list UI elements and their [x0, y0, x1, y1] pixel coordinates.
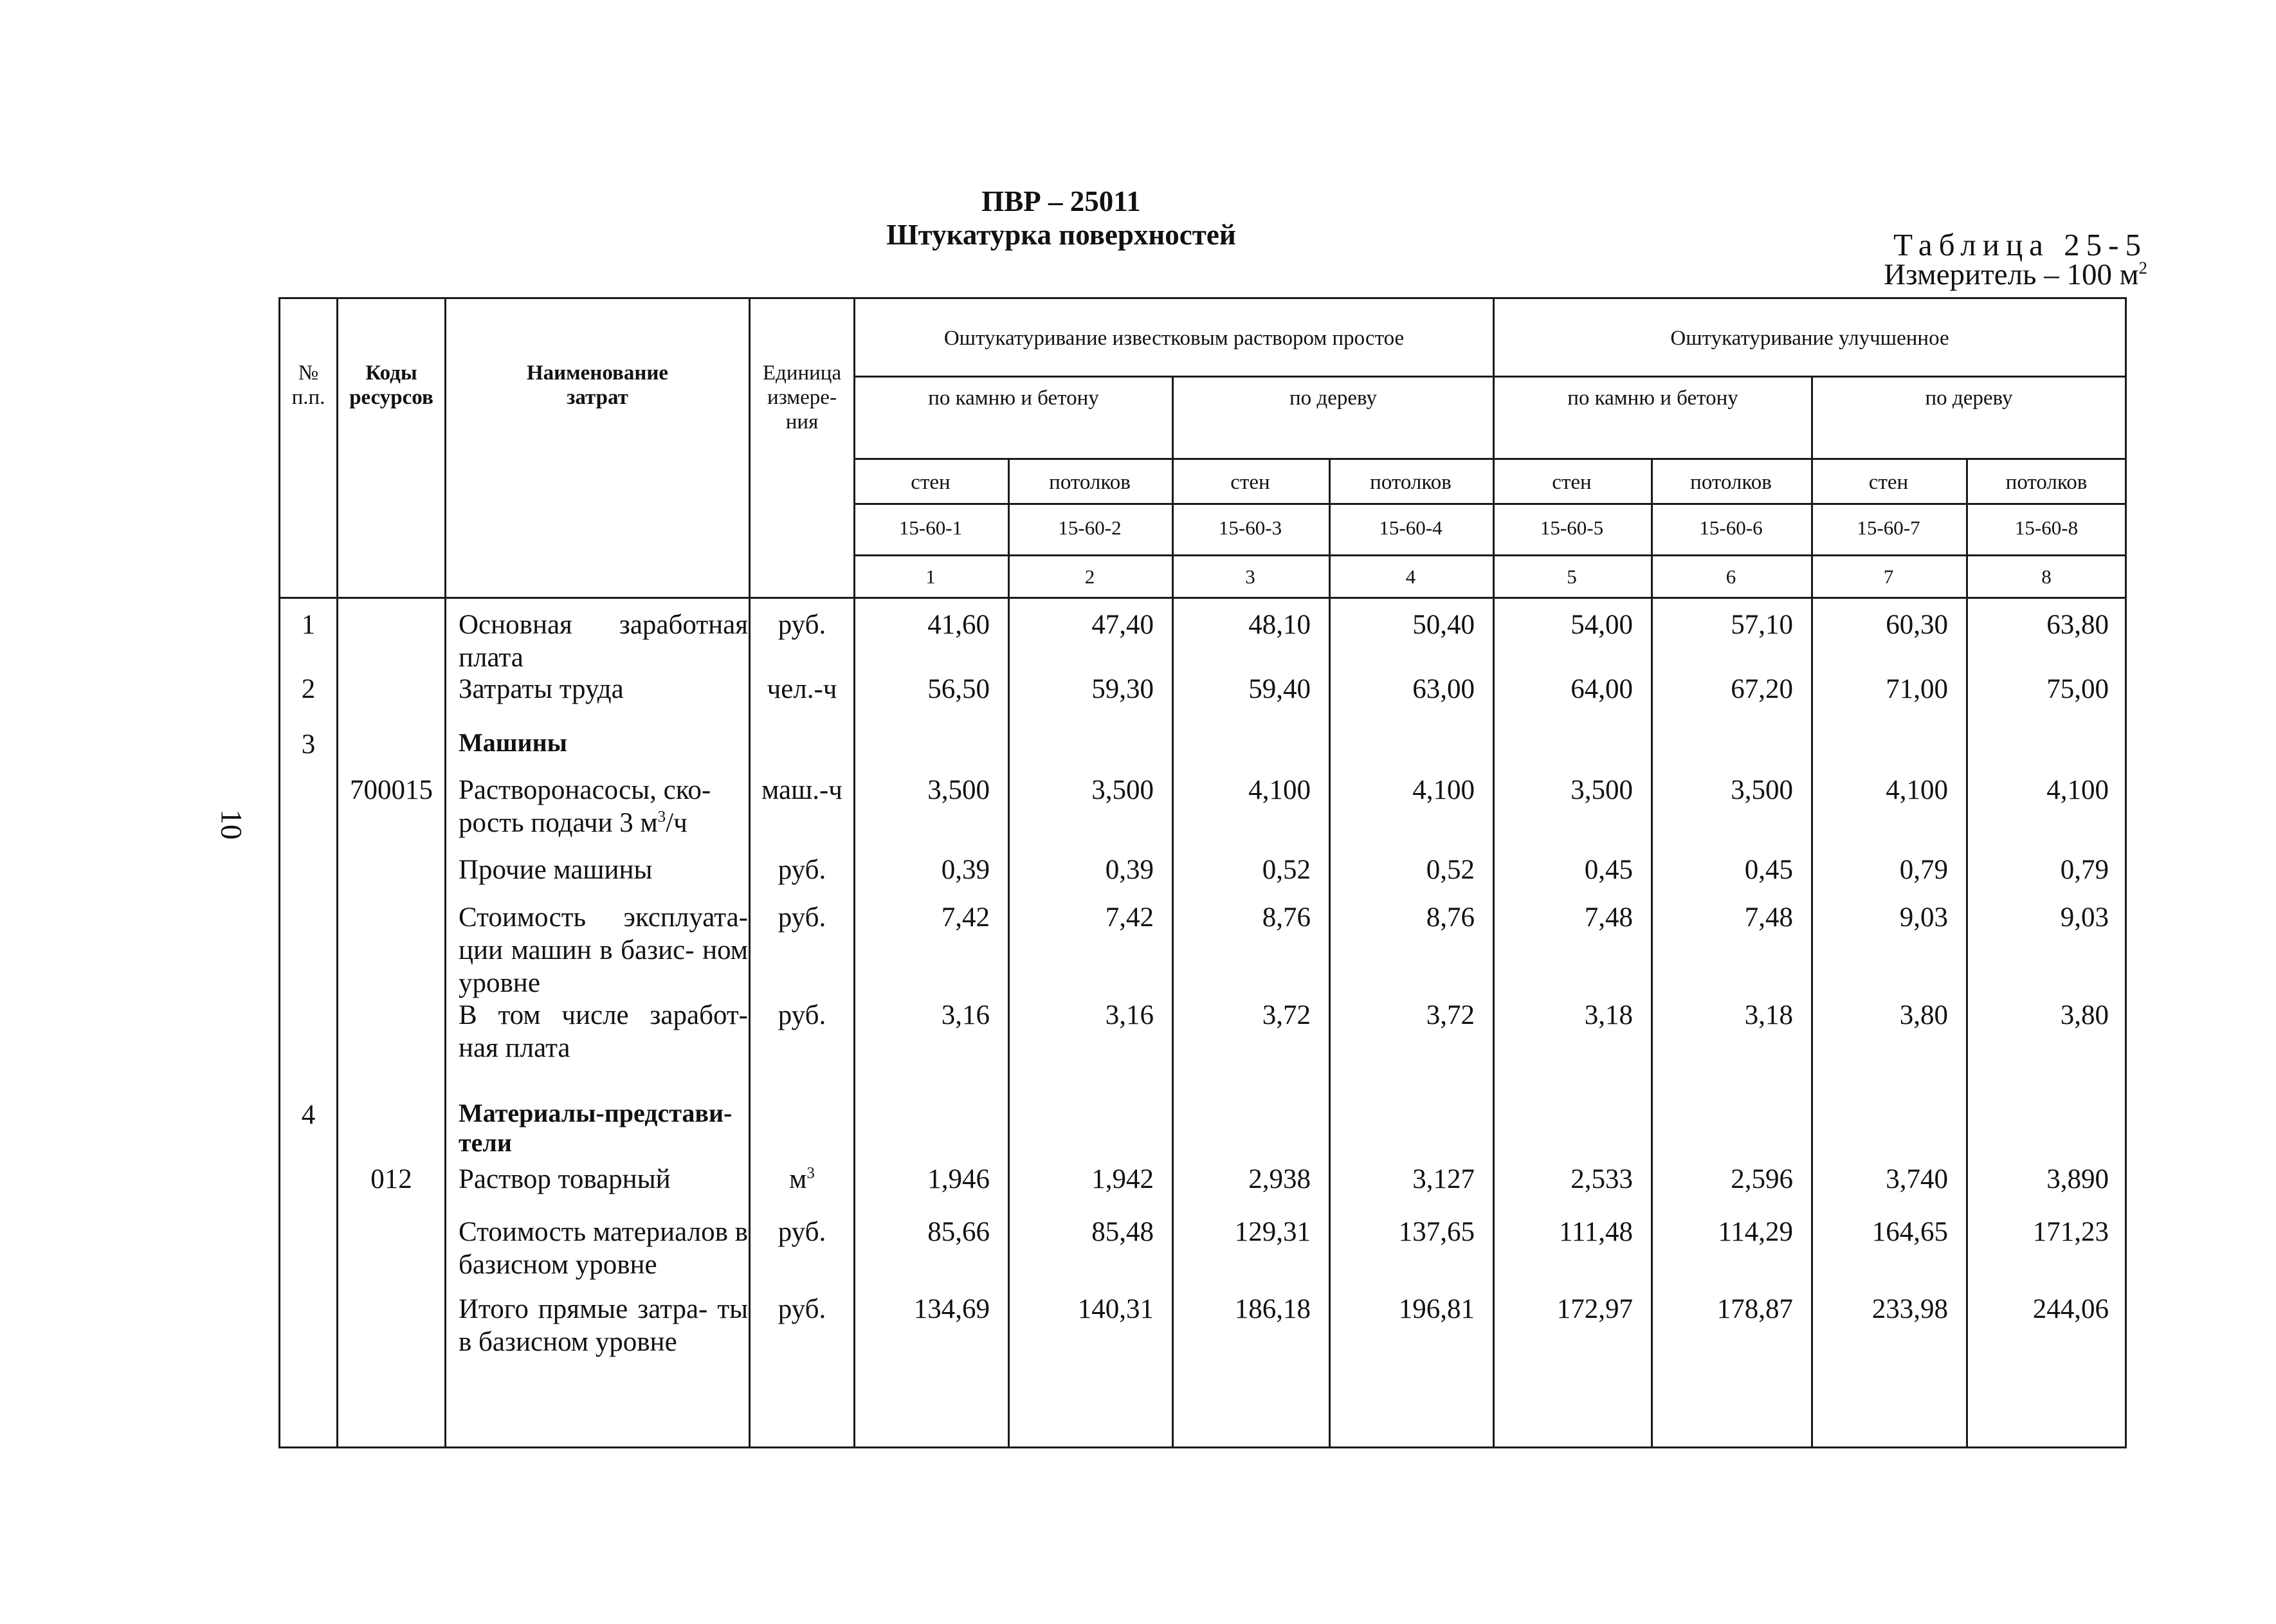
row-number: 4 — [301, 1100, 316, 1130]
col-divider-kind4 — [1966, 458, 1968, 1448]
unit-cell: чел.-ч — [767, 674, 837, 704]
header-num — [278, 361, 338, 410]
header-name-line2: затрат — [567, 386, 628, 409]
col-divider-kind1 — [1008, 458, 1010, 1448]
value-cell: 3,16 — [941, 1000, 990, 1030]
header-codes-line1: Коды — [365, 361, 417, 385]
header-kind-cell: стен — [1552, 471, 1592, 494]
header-index-cell: 5 — [1567, 565, 1577, 588]
value-cell: 67,20 — [1731, 674, 1793, 704]
unit-label — [1884, 257, 2147, 292]
value-cell: 186,18 — [1234, 1294, 1311, 1324]
unit-sup: 3 — [806, 1164, 815, 1182]
header-name-line1: Наименование — [527, 361, 668, 385]
unit-cell: руб. — [778, 1294, 826, 1324]
cost-name: Стоимость материалов в базисном уровне — [459, 1217, 748, 1280]
header-index-cell: 4 — [1405, 565, 1416, 588]
row-number: 1 — [301, 610, 316, 640]
header-unit-line1: Единица — [762, 361, 842, 385]
codes-divider-line — [853, 554, 2127, 556]
header-code-cell: 15-60-5 — [1540, 516, 1604, 539]
cost-name-line1: Растворонасосы, ско- — [459, 775, 711, 805]
value-cell: 3,72 — [1262, 1000, 1311, 1030]
row-number: 2 — [301, 674, 316, 704]
value-cell: 63,80 — [2046, 610, 2109, 640]
value-cell: 7,42 — [941, 902, 990, 933]
value-cell: 3,127 — [1412, 1164, 1475, 1194]
value-cell: 50,40 — [1412, 610, 1475, 640]
value-cell: 48,10 — [1248, 610, 1311, 640]
value-cell: 57,10 — [1731, 610, 1793, 640]
value-cell: 244,06 — [2032, 1294, 2109, 1324]
cost-name: Основная заработная плата — [459, 610, 748, 673]
value-cell: 60,30 — [1886, 610, 1948, 640]
value-cell: 3,740 — [1886, 1164, 1948, 1194]
header-group1: Оштукатуривание известковым раствором простое — [943, 327, 1405, 350]
cost-name-line2 — [459, 807, 748, 839]
value-cell: 2,596 — [1731, 1164, 1793, 1194]
value-cell: 2,533 — [1570, 1164, 1633, 1194]
value-cell: 0,52 — [1262, 855, 1311, 885]
value-cell: 9,03 — [1899, 902, 1948, 933]
document-title: Штукатурка поверхностей — [886, 219, 1236, 251]
cost-name-text: рость подачи 3 м — [459, 808, 658, 838]
value-cell: 3,18 — [1584, 1000, 1633, 1030]
value-cell: 4,100 — [1886, 775, 1948, 805]
value-cell: 59,30 — [1091, 674, 1154, 704]
header-index-cell: 3 — [1245, 565, 1255, 588]
header-kind-cell: стен — [911, 471, 951, 494]
value-cell: 172,97 — [1556, 1294, 1633, 1324]
value-cell: 0,39 — [1105, 855, 1154, 885]
header-code-cell: 15-60-8 — [2014, 516, 2079, 539]
unit-cell: руб. — [778, 855, 826, 885]
header-stone-2: по камню и бетону — [1567, 387, 1738, 410]
cost-name: Затраты труда — [459, 674, 624, 704]
value-cell: 56,50 — [927, 674, 990, 704]
value-cell: 233,98 — [1871, 1294, 1948, 1324]
header-index-cell: 8 — [2041, 565, 2052, 588]
header-kind-cell: потолков — [2005, 471, 2088, 494]
cost-name: Прочие машины — [459, 855, 653, 885]
value-cell: 71,00 — [1886, 674, 1948, 704]
header-code-cell: 15-60-3 — [1218, 516, 1282, 539]
header-group2: Оштукатуривание улучшенное — [1670, 327, 1949, 350]
header-kind-cell: потолков — [1370, 471, 1452, 494]
header-kind-cell: стен — [1868, 471, 1909, 494]
subgroup-divider-line — [853, 458, 2127, 460]
group-divider-line — [853, 376, 2127, 378]
unit-label-sup: 2 — [2138, 258, 2147, 278]
value-cell: 0,45 — [1744, 855, 1793, 885]
header-num-line1: № — [298, 361, 319, 385]
unit-label-text: Измеритель – 100 м — [1884, 258, 2139, 291]
cost-name-sup: 3 — [657, 808, 666, 826]
cost-name: Итого прямые затра- ты в базисном уровне — [459, 1294, 748, 1357]
value-cell: 8,76 — [1426, 902, 1475, 933]
value-cell: 3,500 — [1731, 775, 1793, 805]
value-cell: 3,80 — [2060, 1000, 2109, 1030]
unit-cell — [749, 1163, 855, 1196]
header-index-cell: 2 — [1084, 565, 1095, 588]
value-cell: 7,42 — [1105, 902, 1154, 933]
header-unit-line2: измере- — [767, 386, 837, 409]
cost-name-text: /ч — [666, 808, 687, 838]
value-cell: 0,79 — [1899, 855, 1948, 885]
value-cell: 0,79 — [2060, 855, 2109, 885]
table-left-border — [278, 297, 280, 1448]
value-cell: 75,00 — [2046, 674, 2109, 704]
value-cell: 114,29 — [1718, 1217, 1793, 1247]
value-cell: 8,76 — [1262, 902, 1311, 933]
value-cell: 140,31 — [1077, 1294, 1154, 1324]
value-cell: 0,39 — [941, 855, 990, 885]
cost-name: Машины — [459, 728, 567, 757]
value-cell: 0,52 — [1426, 855, 1475, 885]
value-cell: 3,16 — [1105, 1000, 1154, 1030]
value-cell: 3,890 — [2046, 1164, 2109, 1194]
unit-cell: руб. — [778, 902, 826, 933]
kinds-divider-line — [853, 503, 2127, 505]
cost-name: Стоимость эксплуата- ции машин в базис- ном уровне — [459, 902, 748, 998]
unit-cell: руб. — [778, 1000, 826, 1030]
value-cell: 137,65 — [1398, 1217, 1475, 1247]
header-code-cell: 15-60-2 — [1058, 516, 1122, 539]
value-cell: 64,00 — [1570, 674, 1633, 704]
unit-text: м — [789, 1164, 807, 1194]
value-cell: 7,48 — [1584, 902, 1633, 933]
value-cell: 7,48 — [1744, 902, 1793, 933]
value-cell: 3,72 — [1426, 1000, 1475, 1030]
value-cell: 134,69 — [913, 1294, 990, 1324]
value-cell: 111,48 — [1558, 1217, 1633, 1247]
header-kind-cell: стен — [1230, 471, 1270, 494]
header-codes — [336, 361, 446, 410]
value-cell: 9,03 — [2060, 902, 2109, 933]
table-top-border — [278, 297, 2127, 299]
unit-cell: руб. — [778, 1217, 826, 1247]
value-cell: 2,938 — [1248, 1164, 1311, 1194]
value-cell: 4,100 — [1248, 775, 1311, 805]
value-cell: 4,100 — [2046, 775, 2109, 805]
value-cell: 3,80 — [1899, 1000, 1948, 1030]
header-bottom-line — [278, 597, 2127, 599]
value-cell: 164,65 — [1871, 1217, 1948, 1247]
col-divider-num — [336, 297, 338, 1448]
header-index-cell: 7 — [1883, 565, 1894, 588]
resource-code: 012 — [370, 1164, 412, 1194]
col-divider-codes — [444, 297, 446, 1448]
unit-cell: маш.-ч — [761, 775, 842, 805]
value-cell: 54,00 — [1570, 610, 1633, 640]
value-cell: 0,45 — [1584, 855, 1633, 885]
value-cell: 47,40 — [1091, 610, 1154, 640]
value-cell: 3,500 — [1570, 775, 1633, 805]
cost-name: Материалы-представи- тели — [459, 1099, 733, 1157]
header-unit-line3: ния — [785, 410, 819, 433]
value-cell: 129,31 — [1234, 1217, 1311, 1247]
document-code: ПВР – 25011 — [981, 185, 1141, 217]
col-divider-kind3 — [1651, 458, 1653, 1448]
header-index-cell: 1 — [925, 565, 936, 588]
header-stone-1: по камню и бетону — [928, 387, 1099, 410]
value-cell: 3,500 — [1091, 775, 1154, 805]
unit-cell: руб. — [778, 610, 826, 640]
header-index-cell: 6 — [1725, 565, 1736, 588]
page-number: 10 — [214, 809, 248, 840]
value-cell: 4,100 — [1412, 775, 1475, 805]
value-cell: 41,60 — [927, 610, 990, 640]
value-cell: 59,40 — [1248, 674, 1311, 704]
value-cell: 1,942 — [1091, 1164, 1154, 1194]
table-bottom-border — [278, 1446, 2127, 1448]
value-cell: 1,946 — [927, 1164, 990, 1194]
value-cell: 3,500 — [927, 775, 990, 805]
header-code-cell: 15-60-6 — [1699, 516, 1763, 539]
header-code-cell: 15-60-7 — [1857, 516, 1920, 539]
value-cell: 196,81 — [1398, 1294, 1475, 1324]
value-cell: 63,00 — [1412, 674, 1475, 704]
header-codes-line2: ресурсов — [349, 386, 433, 409]
value-cell: 85,48 — [1091, 1217, 1154, 1247]
resource-code: 700015 — [350, 775, 433, 805]
header-kind-cell: потолков — [1690, 471, 1772, 494]
table-label: Таблица 25-5 — [1893, 227, 2147, 262]
value-cell: 178,87 — [1716, 1294, 1793, 1324]
cost-name: Раствор товарный — [459, 1164, 671, 1194]
header-num-line2: п.п. — [291, 386, 325, 409]
header-code-cell: 15-60-1 — [898, 516, 963, 539]
col-divider-kind2 — [1329, 458, 1331, 1448]
header-wood-1: по дереву — [1289, 387, 1377, 410]
header-kind-cell: потолков — [1049, 471, 1131, 494]
row-number: 3 — [301, 729, 316, 760]
cost-name — [459, 774, 748, 839]
header-unit — [749, 361, 855, 434]
value-cell: 3,18 — [1744, 1000, 1793, 1030]
header-wood-2: по дереву — [1925, 387, 2013, 410]
cost-name: В том числе заработ- ная плата — [459, 1000, 748, 1063]
header-code-cell: 15-60-4 — [1379, 516, 1443, 539]
header-name — [444, 361, 751, 410]
value-cell: 85,66 — [927, 1217, 990, 1247]
value-cell: 171,23 — [2032, 1217, 2109, 1247]
